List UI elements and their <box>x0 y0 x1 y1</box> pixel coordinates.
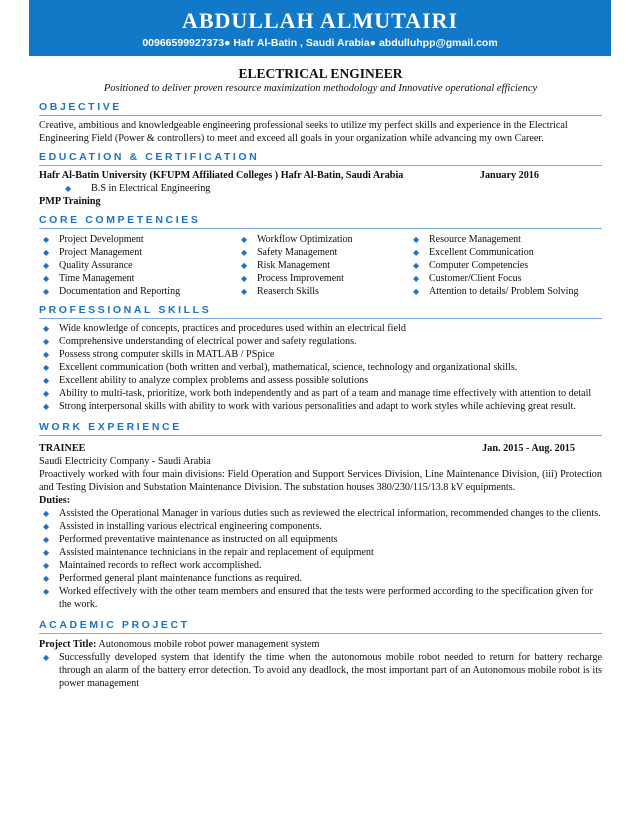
diamond-bullet-icon: ◆ <box>413 274 420 283</box>
resume-body <box>39 66 602 690</box>
list-item: ◆ Excellent Communication <box>413 247 534 258</box>
list-item: ◆ Attention to details/ Problem Solving <box>413 286 579 297</box>
diamond-bullet-icon: ◆ <box>43 535 50 544</box>
separator-dot-icon: ● <box>224 37 234 49</box>
diamond-bullet-icon: ◆ <box>43 287 50 296</box>
diamond-bullet-icon: ◆ <box>43 389 50 398</box>
resume-header <box>29 0 611 56</box>
email-address: abdulluhpp@gmail.com <box>378 37 498 49</box>
list-item: ◆ Maintained records to reflect work accomplished. <box>43 560 262 571</box>
diamond-bullet-icon: ◆ <box>43 548 50 557</box>
list-item: ◆ Project Management <box>43 247 143 258</box>
graduation-date: January 2016 <box>479 170 539 181</box>
list-item: ◆ Safety Management <box>241 247 338 258</box>
job-title: ELECTRICAL ENGINEER <box>238 66 403 81</box>
diamond-bullet-icon: ◆ <box>413 235 420 244</box>
list-item: ◆ Risk Management <box>241 260 331 271</box>
diamond-bullet-icon: ◆ <box>413 261 420 270</box>
diamond-bullet-icon: ◆ <box>43 561 50 570</box>
list-item: ◆ Strong interpersonal skills with ability to work with various personalities and adapt to work styles while achieving great result. <box>43 401 576 412</box>
diamond-bullet-icon: ◆ <box>43 509 50 518</box>
list-item: ◆ Possess strong computer skills in MATLAB / PSpice <box>43 349 275 360</box>
diamond-bullet-icon: ◆ <box>43 376 50 385</box>
work-description: Proactively worked with four main divisions: Field Operation and Support Services Division, Line Maintenance Division, (iii) Protection and Testing Division and Substation Maintenance Division. The substation houses 380/230/115/13.8 kV equipments. <box>39 469 602 493</box>
list-item: ◆ Workflow Optimization <box>241 234 353 245</box>
education-row <box>39 169 602 182</box>
list-item: ◆ B.S in Electrical Engineering <box>65 183 211 194</box>
academic-list <box>39 651 602 690</box>
list-item: ◆ Computer Competencies <box>413 260 529 271</box>
candidate-name: ABDULLAH ALMUTAIRI <box>181 8 459 33</box>
diamond-bullet-icon: ◆ <box>43 574 50 583</box>
diamond-bullet-icon: ◆ <box>65 184 72 193</box>
list-item: ◆ Project Development <box>43 234 144 245</box>
diamond-bullet-icon: ◆ <box>413 287 420 296</box>
competencies-column-3 <box>409 233 602 298</box>
list-item: ◆ Worked effectively with the other team members and ensured that the tests were performed according to the specification given for the work. <box>43 586 593 610</box>
list-item: ◆ Performed general plant maintenance functions as required. <box>43 573 302 584</box>
diamond-bullet-icon: ◆ <box>43 402 50 411</box>
list-item: ◆ Wide knowledge of concepts, practices and procedures used within an electrical field <box>43 323 406 334</box>
section-heading-skills: PROFESSIONAL SKILLS <box>39 304 602 319</box>
objective-text: Creative, ambitious and knowledgeable engineering professional seeks to utilize my perfect skills and experience in the Electrical Engineering Field (Power & controllers) to meet and exceed all goals in your organization while advancing my own Career. <box>39 120 568 144</box>
diamond-bullet-icon: ◆ <box>43 363 50 372</box>
diamond-bullet-icon: ◆ <box>241 248 248 257</box>
list-item: ◆ Assisted the Operational Manager in various duties such as reviewed the electrical information, recommended changes to the clients. <box>43 508 601 519</box>
diamond-bullet-icon: ◆ <box>241 274 248 283</box>
role-title: TRAINEE <box>39 443 86 454</box>
degree-list <box>39 182 602 195</box>
diamond-bullet-icon: ◆ <box>43 522 50 531</box>
list-item: ◆ Performed preventative maintenance as instructed on all equipments <box>43 534 338 545</box>
project-title-label: Project Title: <box>39 639 97 650</box>
list-item: ◆ Reaserch Skills <box>241 286 319 297</box>
diamond-bullet-icon: ◆ <box>43 587 50 596</box>
list-item: ◆ Customer/Client Focus <box>413 273 522 284</box>
competencies-columns <box>39 233 602 298</box>
competencies-column-1 <box>39 233 237 298</box>
project-title: Autonomous mobile robot power management system <box>98 639 320 650</box>
list-item: ◆ Assisted maintenance technicians in the repair and replacement of equipment <box>43 547 374 558</box>
diamond-bullet-icon: ◆ <box>43 274 50 283</box>
section-heading-education: EDUCATION & CERTIFICATION <box>39 151 602 166</box>
university-name: Hafr Al-Batin University (KFUPM Affiliated Colleges ) Hafr Al-Batin, Saudi Arabia <box>39 170 404 181</box>
duties-list <box>39 507 602 611</box>
separator-dot-icon: ● <box>369 37 379 49</box>
list-item: ◆ Time Management <box>43 273 135 284</box>
diamond-bullet-icon: ◆ <box>43 235 50 244</box>
diamond-bullet-icon: ◆ <box>413 248 420 257</box>
competencies-column-2 <box>237 233 409 298</box>
section-heading-objective: OBJECTIVE <box>39 101 602 116</box>
list-item: ◆ Excellent ability to analyze complex problems and assess possible solutions <box>43 375 369 386</box>
diamond-bullet-icon: ◆ <box>43 350 50 359</box>
duties-label: Duties: <box>39 495 71 506</box>
phone-number: 00966599927373 <box>142 37 225 49</box>
list-item: ◆ Comprehensive understanding of electrical power and safety regulations. <box>43 336 357 347</box>
company-name: Saudi Electricity Company - Saudi Arabia <box>39 456 211 467</box>
section-heading-competencies: CORE COMPETENCIES <box>39 214 602 229</box>
work-role-row <box>39 442 602 455</box>
diamond-bullet-icon: ◆ <box>43 337 50 346</box>
list-item: ◆ Quality Assurance <box>43 260 133 271</box>
list-item: ◆ Documentation and Reporting <box>43 286 181 297</box>
diamond-bullet-icon: ◆ <box>241 287 248 296</box>
diamond-bullet-icon: ◆ <box>43 324 50 333</box>
diamond-bullet-icon: ◆ <box>241 261 248 270</box>
list-item: ◆ Resource Management <box>413 234 521 245</box>
list-item: ◆ Excellent communication (both written and verbal), mathematical, science, technology and organizational skills. <box>43 362 518 373</box>
location: Hafr Al-Batin , Saudi Arabia <box>233 37 370 49</box>
diamond-bullet-icon: ◆ <box>43 248 50 257</box>
diamond-bullet-icon: ◆ <box>43 653 50 662</box>
role-dates: Jan. 2015 - Aug. 2015 <box>482 443 575 454</box>
list-item: ◆ Successfully developed system that identify the time when the autonomous mobile robot needed to return for battery recharge through an alarm of the battery error detection. To avoid any deadlock, the most important part of an Autonomous mobile robot is its power management <box>43 652 602 689</box>
section-heading-work: WORK EXPERIENCE <box>39 421 602 436</box>
diamond-bullet-icon: ◆ <box>43 261 50 270</box>
list-item: ◆ Process Improvement <box>241 273 344 284</box>
list-item: ◆ Ability to multi-task, prioritize, work both independently and as part of a team and manage time effectively with attention to detail <box>43 388 592 399</box>
section-heading-academic: ACADEMIC PROJECT <box>39 619 602 634</box>
diamond-bullet-icon: ◆ <box>241 235 248 244</box>
skills-list <box>39 322 602 413</box>
tagline: Positioned to deliver proven resource maximization methodology and Innovative operational efficiency <box>103 83 538 94</box>
list-item: ◆ Assisted in installing various electrical engineering components. <box>43 521 322 532</box>
contact-line <box>29 37 611 49</box>
certification: PMP Training <box>39 196 101 207</box>
project-title-row <box>39 638 602 651</box>
